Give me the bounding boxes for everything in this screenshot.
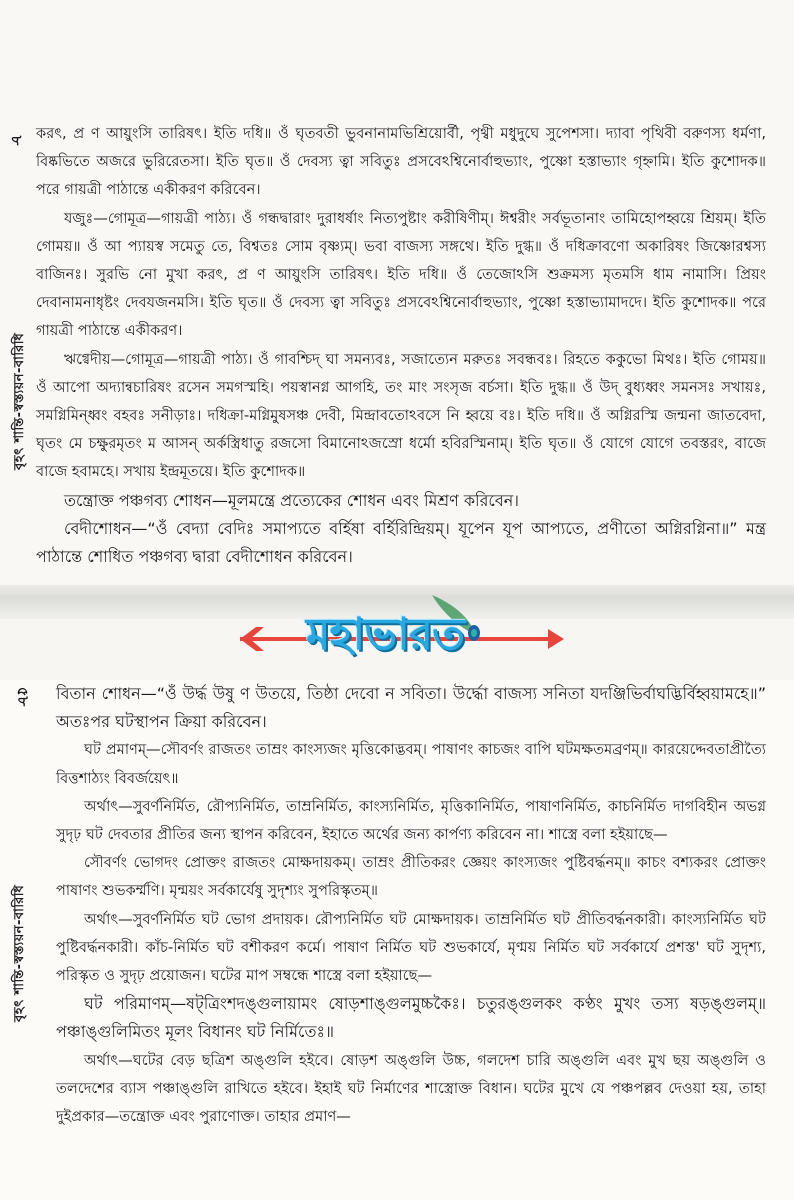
paragraph: অর্থাৎ—সুবর্ণনির্মিত ঘট ভোগ প্রদায়ক। রৌপ্যনির্মিত ঘট মোক্ষদায়ক। তাম্রনির্মিত ঘট প্রীতিবর্দ্ধনকারী। কাংস্যনির্মিত ঘট পুষ্টিবর্দ্ধনকারী। কাঁচ-নির্মিত ঘট বশীকরণ কর্মে। পাষাণ নির্মিত ঘট শুভকার্যে, মৃণ্ময় নির্মিত ঘট সর্বকার্যে প্রশস্ত' ঘট সুদৃশ্য, পরিস্কৃত ও সুদৃঢ় প্রয়োজন। ঘটের মাপ সম্বন্ধে শাস্ত্রে বলা হইয়াছে—: [56, 910, 766, 985]
paragraph: সৌবর্ণং ভোগদং প্রোক্তং রাজতং মোক্ষদায়কম্‌। তাম্রং প্রীতিকরং জ্ঞেয়ং কাংস্যজং পুষ্টিবর্দ্ধনম্‌॥ কাচং বশ্যকরং প্রোক্তং পাষাণং শুভকর্ম্মণি। মৃন্ময়ং সর্বকার্যেষু সুদৃশ্যং সুপরিস্কৃতম্‌॥: [56, 854, 766, 900]
bottom-page: [0, 680, 794, 1200]
logo-wordmark: মহাভারত: [306, 609, 465, 660]
bottom-page-body: [56, 680, 766, 1131]
page-number: ৮: [7, 135, 26, 146]
paragraph: ঘট প্রমাণম্‌—সৌবর্ণং রাজতং তাম্রং কাংস্যজং মৃত্তিকোদ্ভবম্‌। পাষাণং কাচজং বাপি ঘটমক্ষতমব্রণম্‌॥ কারয়েদ্দেবতাপ্রীত্যৈ বিত্তশাঠ্যং বিবর্জয়েৎ॥: [56, 741, 766, 787]
margin-running-title: বৃহৎ শান্তি-স্বস্ত্যয়ন-বারিধি: [12, 332, 27, 470]
margin-running-title: বৃহৎ শান্তি-স্বস্ত্যয়ন-বারিধি: [12, 884, 27, 1022]
mahabharat-logo: [236, 593, 564, 683]
page-number: ৫৮: [14, 686, 33, 707]
paragraph: করৎ, প্র ণ আয়ুংসি তারিষৎ। ইতি দধি॥ ওঁ ঘৃতবতী ভুবনানামভিশ্রিয়োর্বী, পৃথ্বী মধুদুঘে সুপেশসা। দ্যাবা পৃথিবী বরুণস্য ধর্মণা, বিষ্কভিতে অজরে ভুরিরেতসা। ইতি ঘৃত॥ ওঁ দেবস্য ত্বা সবিতুঃ প্রসবেঽশ্বিনোর্বাহুভ্যাং, পুষ্ণো হস্তাভ্যাং গৃহ্নামি। ইতি কুশোদক॥ পরে গায়ত্রী পাঠান্তে একীকরণ করিবেন।: [36, 125, 766, 199]
paragraph: অর্থাৎ—ঘটের বেড় ছত্রিশ অঙ্গুলি হইবে। ষোড়শ অঙ্গুলি উচ্চ, গলদেশ চারি অঙ্গুলি এবং মুখ ছয় অঙ্গুলি ও তলদেশের ব্যাস পঞ্চাঙ্গুলি রাখিতে হইবে। ইহাই ঘট নির্মাণের শাস্ত্রোক্ত বিধান। ঘটের মুখে যে পঞ্চপল্লব দেওয়া হয়, তাহা দুইপ্রকার—তন্ত্রোক্ত এবং পুরাণোক্ত। তাহার প্রমাণ—: [56, 1051, 766, 1126]
paragraph: অর্থাৎ—সুবর্ণনির্মিত, রৌপ্যনির্মিত, তাম্রনির্মিত, কাংস্যনির্মিত, মৃত্তিকানির্মিত, পাষাণনির্মিত, কাচনির্মিত দাগবিহীন অভগ্ন সুদৃঢ় ঘট দেবতার প্রীতির জন্য স্থাপন করিবেন, ইহাতে অর্থের জন্য কার্পণ্য করিবেন না। শাস্ত্রে বলা হইয়াছে—: [56, 797, 766, 844]
paragraph: যজুঃ—গোমূত্র—গায়ত্রী পাঠ্য। ওঁ গন্ধদ্বারাং দুরাধর্ষাং নিত্যপুষ্টাং করীষিণীম্‌। ঈশ্বরীং সর্বভূতানাং তামিহোপহ্বয়ে শ্রিয়ম্‌। ইতি গোময়॥ ওঁ আ প্যায়স্ব সমেতু তে, বিশ্বতঃ সোম বৃষ্ণ্যম্‌। ভবা বাজস্য সঙ্গথে। ইতি দুগ্ধ॥ ওঁ দধিক্রাবণো অকারিষং জিষ্ণোরশ্বস্য বাজিনঃ। সুরভি নো মুখা করৎ, প্র ণ আয়ুংসি তারিষৎ। ইতি দধি॥ ওঁ তেজোঽসি শুক্রমস্য মৃতমসি ধাম নামাসি। প্রিয়ং দেবানামনাধৃষ্টং দেবযজনমসি। ইতি ঘৃত॥ ওঁ দেবস্য ত্বা সবিতুঃ প্রসবেঽশ্বিনোর্বাহুভ্যাং, পুষ্ণো হস্তাভ্যামাদদে। ইতি কুশোদক॥ পরে গায়ত্রী পাঠান্তে একীকরণ।: [36, 209, 766, 340]
top-page-body: [36, 120, 766, 571]
paragraph: বেদীশোধন—“ওঁ বেদ্যা বেদিঃ সমাপ্যতে বর্হিষা বর্হিরিন্দ্রিয়ম্‌। যূপেন যূপ আপ্যতে, প্রণীতো অগ্নিরগ্নিনা॥” মন্ত্র পাঠান্তে শোধিত পঞ্চগব্য দ্বারা বেদীশোধন করিবেন।: [36, 518, 766, 567]
paragraph: ঘট পরিমাণম্‌—ষট্‌ত্রিংশদঙ্গুলায়ামং ষোড়শাঙ্গুলমুচ্চকৈঃ। চতুরঙ্গুলকং কণ্ঠং মুখং তস্য ষড়ঙ্গুলম্‌॥ পঞ্চাঙ্গুলিমিতং মূলং বিধানং ঘট নির্মিতেঃ॥: [56, 994, 766, 1042]
paragraph: বিতান শোধন—“ওঁ উর্দ্ধ উষু ণ উতয়ে, তিষ্ঠা দেবো ন সবিতা। উর্দ্ধো বাজস্য সনিতা যদঞ্জিভির্বাঘদ্ভির্বিহ্বয়ামহে॥” অতঃপর ঘটস্থাপন ক্রিয়া করিবেন।: [56, 684, 766, 732]
paragraph: তন্ত্রোক্ত পঞ্চগব্য শোধন—মূলমন্ত্রে প্রত্যেকের শোধন এবং মিশ্রণ করিবেন।: [64, 490, 520, 510]
paragraph: ঋগ্বেদীয়—গোমূত্র—গায়ত্রী পাঠ্য। ওঁ গাবশ্চিদ্‌ ঘা সমন্যবঃ, সজাত্যেন মরুতঃ সবন্ধবঃ। রিহতে ককুভো মিথঃ। ইতি গোময়॥ ওঁ আপো অদ্যান্বচারিষং রসেন সমগস্মহি। পয়স্বানগ্ন আগহি, তং মাং সংসৃজ বর্চসা। ইতি দুগ্ধ॥ ওঁ উদ্‌ বুধ্যধ্বং সমনসঃ সখায়ঃ, সমগ্নিমিন্ধ্বং বহবঃ সনীড়াঃ। দধিক্রা-মগ্নিমুষসঞ্চ দেবী, মিন্দ্রাবতোঽবসে নি হ্বয়ে বঃ। ইতি দধি॥ ওঁ অগ্নিরস্মি জন্মনা জাতবেদা, ঘৃতং মে চক্ষুরমৃতং ম আসন্‌ অর্কস্ত্রিধাতু রজসো বিমানোঽজস্রো ধর্মো হবিরস্মিনাম্‌। ইতি ঘৃত॥ ওঁ যোগে যোগে তবস্তরং, বাজে বাজে হবামহে। সখায় ইন্দ্রমূতয়ে। ইতি কুশোদক॥: [36, 350, 766, 481]
top-page: [0, 0, 794, 590]
